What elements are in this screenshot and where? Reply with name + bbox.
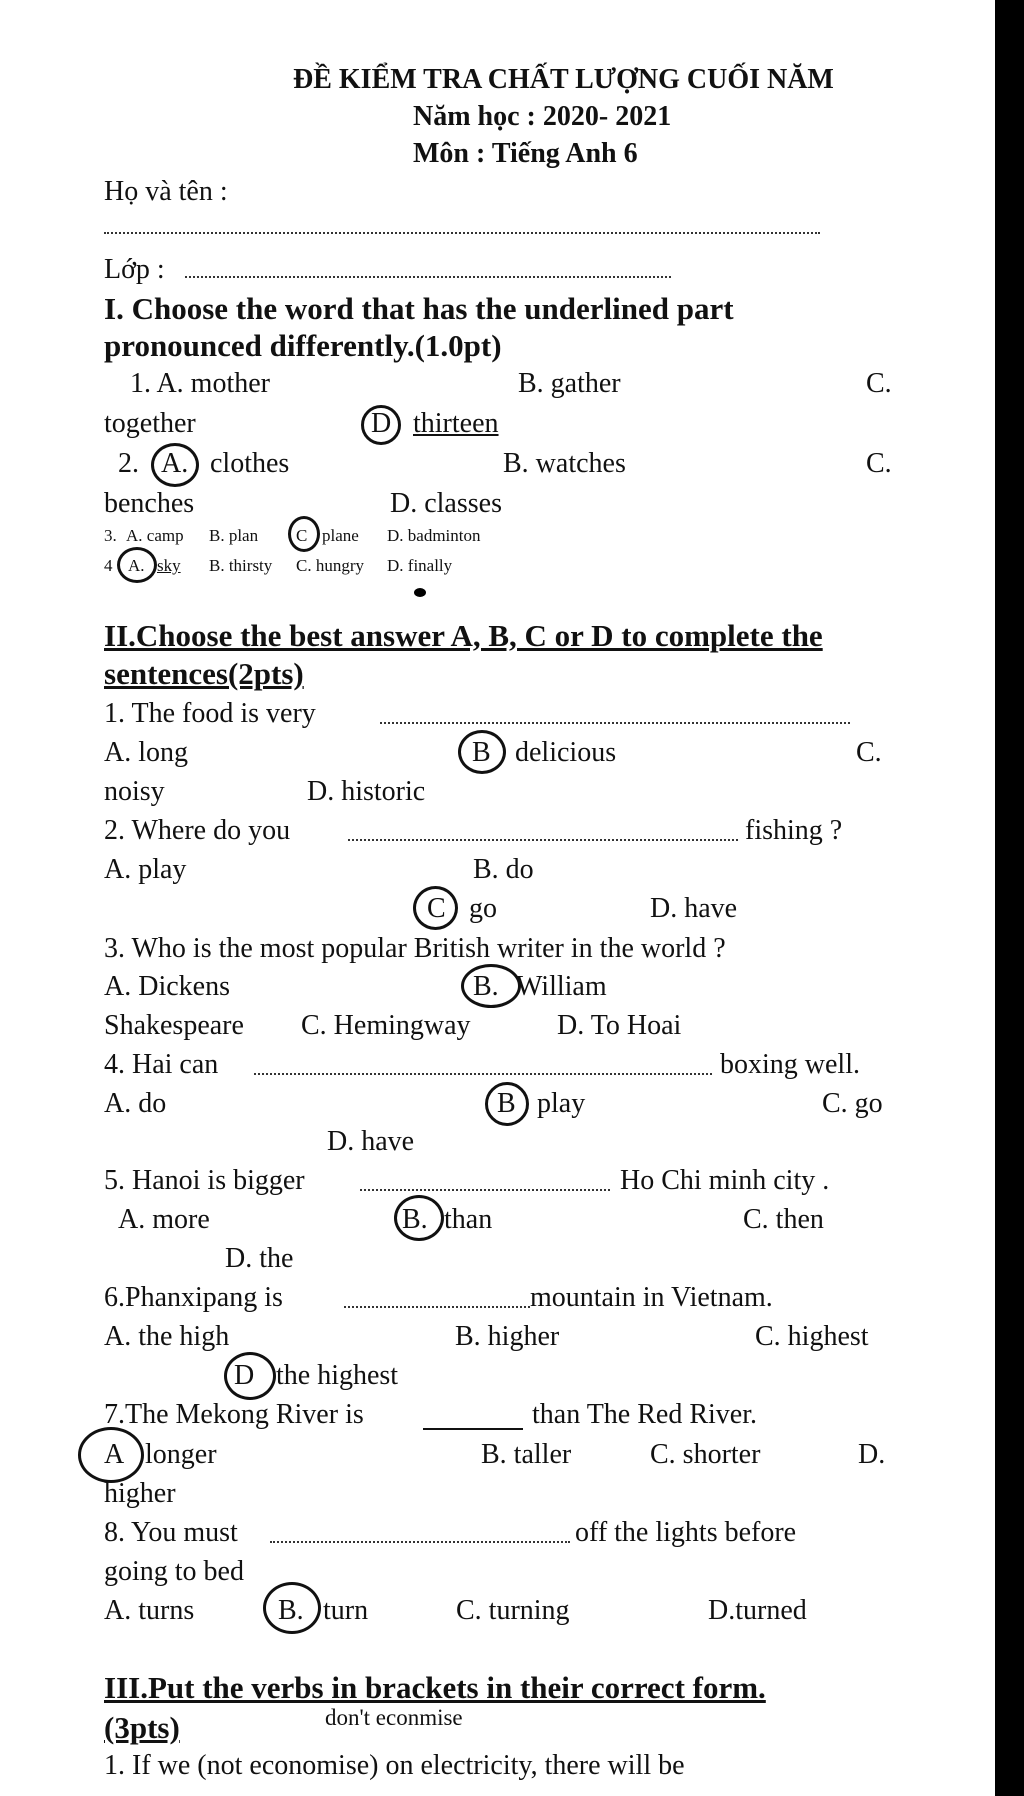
section1-heading: I. Choose the word that has the underlined part [104,291,734,326]
s2-q4-tail: boxing well. [720,1049,860,1080]
s1-q2-option-c: C. [866,448,892,479]
s2-q5-option-b-word: than [444,1204,493,1235]
s2-q2-option-c: C [427,893,446,924]
s2-q8-option-b-word: turn [323,1595,369,1626]
answer-blank [254,1073,712,1075]
s2-q4-stem: 4. Hai can [104,1049,219,1080]
s2-q4-option-c: C. go [822,1088,883,1119]
answer-blank [380,722,850,724]
s2-q1-option-d: D. historic [307,776,426,807]
s2-q3-option-b-word: William [516,971,607,1002]
s1-q3-option-c-word: plane [322,526,359,545]
section2-heading: II.Choose the best answer A, B, C or D to complete the [104,618,823,653]
s1-q2-option-a: A. [161,448,189,479]
subject-line: Môn : Tiếng Anh 6 [413,138,638,169]
s1-q3-option-a: A. camp [126,526,184,545]
name-dotted-line [104,232,820,234]
answer-blank [270,1541,570,1543]
s2-q1-option-b-word: delicious [515,737,617,768]
s2-q6-option-a: A. the high [104,1321,230,1352]
s2-q2-option-c-word: go [469,893,497,924]
answer-blank [344,1306,530,1308]
answer-blank [348,839,738,841]
s2-q2-tail: fishing ? [745,815,843,846]
answer-blank [423,1428,523,1430]
s1-q4-option-a-word: sky [157,556,181,575]
s2-q6-option-c: C. highest [755,1321,869,1352]
s2-q1-stem: 1. The food is very [104,698,316,729]
s2-q7-option-d-word: higher [104,1478,176,1509]
right-edge-black-strip [995,0,1024,1796]
s2-q2-stem: 2. Where do you [104,815,291,846]
s2-q4-option-b: B [497,1088,516,1119]
s1-q1-option-c-word: together [104,408,196,439]
s1-q4-option-d: D. finally [387,556,453,575]
s2-q7-option-c: C. shorter [650,1439,761,1470]
s2-q7-option-d: D. [858,1439,886,1470]
handwritten-answer: don't econmise [325,1705,463,1730]
s1-q4-option-c: C. hungry [296,556,364,575]
s2-q3-option-b-word-cont: Shakespeare [104,1010,244,1041]
s2-q8-stem-cont: going to bed [104,1556,244,1587]
s1-q3-option-d: D. badminton [387,526,481,545]
section3-heading-cont: (3pts) [104,1710,180,1745]
s2-q6-option-b: B. higher [455,1321,560,1352]
s2-q5-option-c: C. then [743,1204,824,1235]
s1-q4-option-a: A. [128,556,145,575]
s2-q7-stem: 7.The Mekong River is [104,1399,364,1430]
answer-blank [360,1189,610,1191]
s1-q4-option-b: B. thirsty [209,556,273,575]
s2-q6-tail: mountain in Vietnam. [530,1282,773,1313]
s2-q3-option-d: D. To Hoai [557,1010,682,1041]
s2-q2-option-d: D. have [650,893,738,924]
class-dotted-line [185,276,671,278]
s2-q8-option-c: C. turning [456,1595,570,1626]
s2-q7-tail: than The Red River. [532,1399,757,1430]
s2-q5-tail: Ho Chi minh city . [620,1165,830,1196]
s2-q4-option-d: D. have [327,1126,415,1157]
s1-q1-option-b: B. gather [518,368,621,399]
s1-q2-option-a-word: clothes [210,448,290,479]
s2-q8-stem: 8. You must [104,1517,238,1548]
s2-q5-option-d: D. the [225,1243,294,1274]
s1-q1-option-a: 1. A. mother [130,368,270,399]
s2-q5-stem: 5. Hanoi is bigger [104,1165,305,1196]
s2-q6-option-d: D [234,1360,255,1391]
s2-q8-tail: off the lights before [575,1517,797,1548]
s1-q2-number: 2. [118,448,139,479]
s2-q1-option-a: A. long [104,737,188,768]
s1-q3-option-b: B. plan [209,526,259,545]
s2-q8-option-a: A. turns [104,1595,195,1626]
s2-q5-option-b: B. [402,1204,428,1235]
s1-q2-option-d: D. classes [390,488,502,519]
s1-q3-option-c: C [296,526,308,545]
s1-q4-number: 4 [104,556,113,575]
s2-q8-option-b: B. [278,1595,304,1626]
s2-q2-option-a: A. play [104,854,187,885]
s2-q7-option-b: B. taller [481,1439,572,1470]
s1-q1-option-c: C. [866,368,892,399]
section1-heading-cont: pronounced differently.(1.0pt) [104,328,502,363]
s2-q1-option-c: C. [856,737,882,768]
s1-q2-option-c-word: benches [104,488,195,519]
s2-q4-option-b-word: play [537,1088,586,1119]
section3-heading: III.Put the verbs in brackets in their correct form. [104,1670,766,1705]
s2-q3-option-c: C. Hemingway [301,1010,471,1041]
s1-q1-option-d: D [371,408,392,439]
section2-heading-cont: sentences(2pts) [104,656,304,691]
s2-q6-option-d-word: the highest [276,1360,399,1391]
s1-q2-option-b: B. watches [503,448,626,479]
s2-q4-option-a: A. do [104,1088,167,1119]
s2-q8-option-d: D.turned [708,1595,807,1626]
s2-q6-stem: 6.Phanxipang is [104,1282,283,1313]
s1-q3-number: 3. [104,526,117,545]
s2-q2-option-b: B. do [473,854,534,885]
s2-q3-stem: 3. Who is the most popular British writer in the world ? [104,933,726,964]
s2-q1-option-c-word: noisy [104,776,165,807]
name-label: Họ và tên : [104,176,228,207]
exam-title: ĐỀ KIỂM TRA CHẤT LƯỢNG CUỐI NĂM [293,64,834,95]
school-year: Năm học : 2020- 2021 [413,101,672,132]
ink-dot [414,588,426,597]
class-label: Lớp : [104,254,165,285]
s2-q3-option-b: B. [473,971,499,1002]
s2-q5-option-a: A. more [118,1204,210,1235]
s1-q1-option-d-word: thirteen [413,408,499,439]
s2-q1-option-b: B [472,737,491,768]
s2-q3-option-a: A. Dickens [104,971,230,1002]
s2-q7-option-a-word: longer [145,1439,217,1470]
s2-q7-option-a: A [104,1439,125,1470]
s3-q1-sentence: 1. If we (not economise) on electricity, there will be [104,1750,685,1781]
